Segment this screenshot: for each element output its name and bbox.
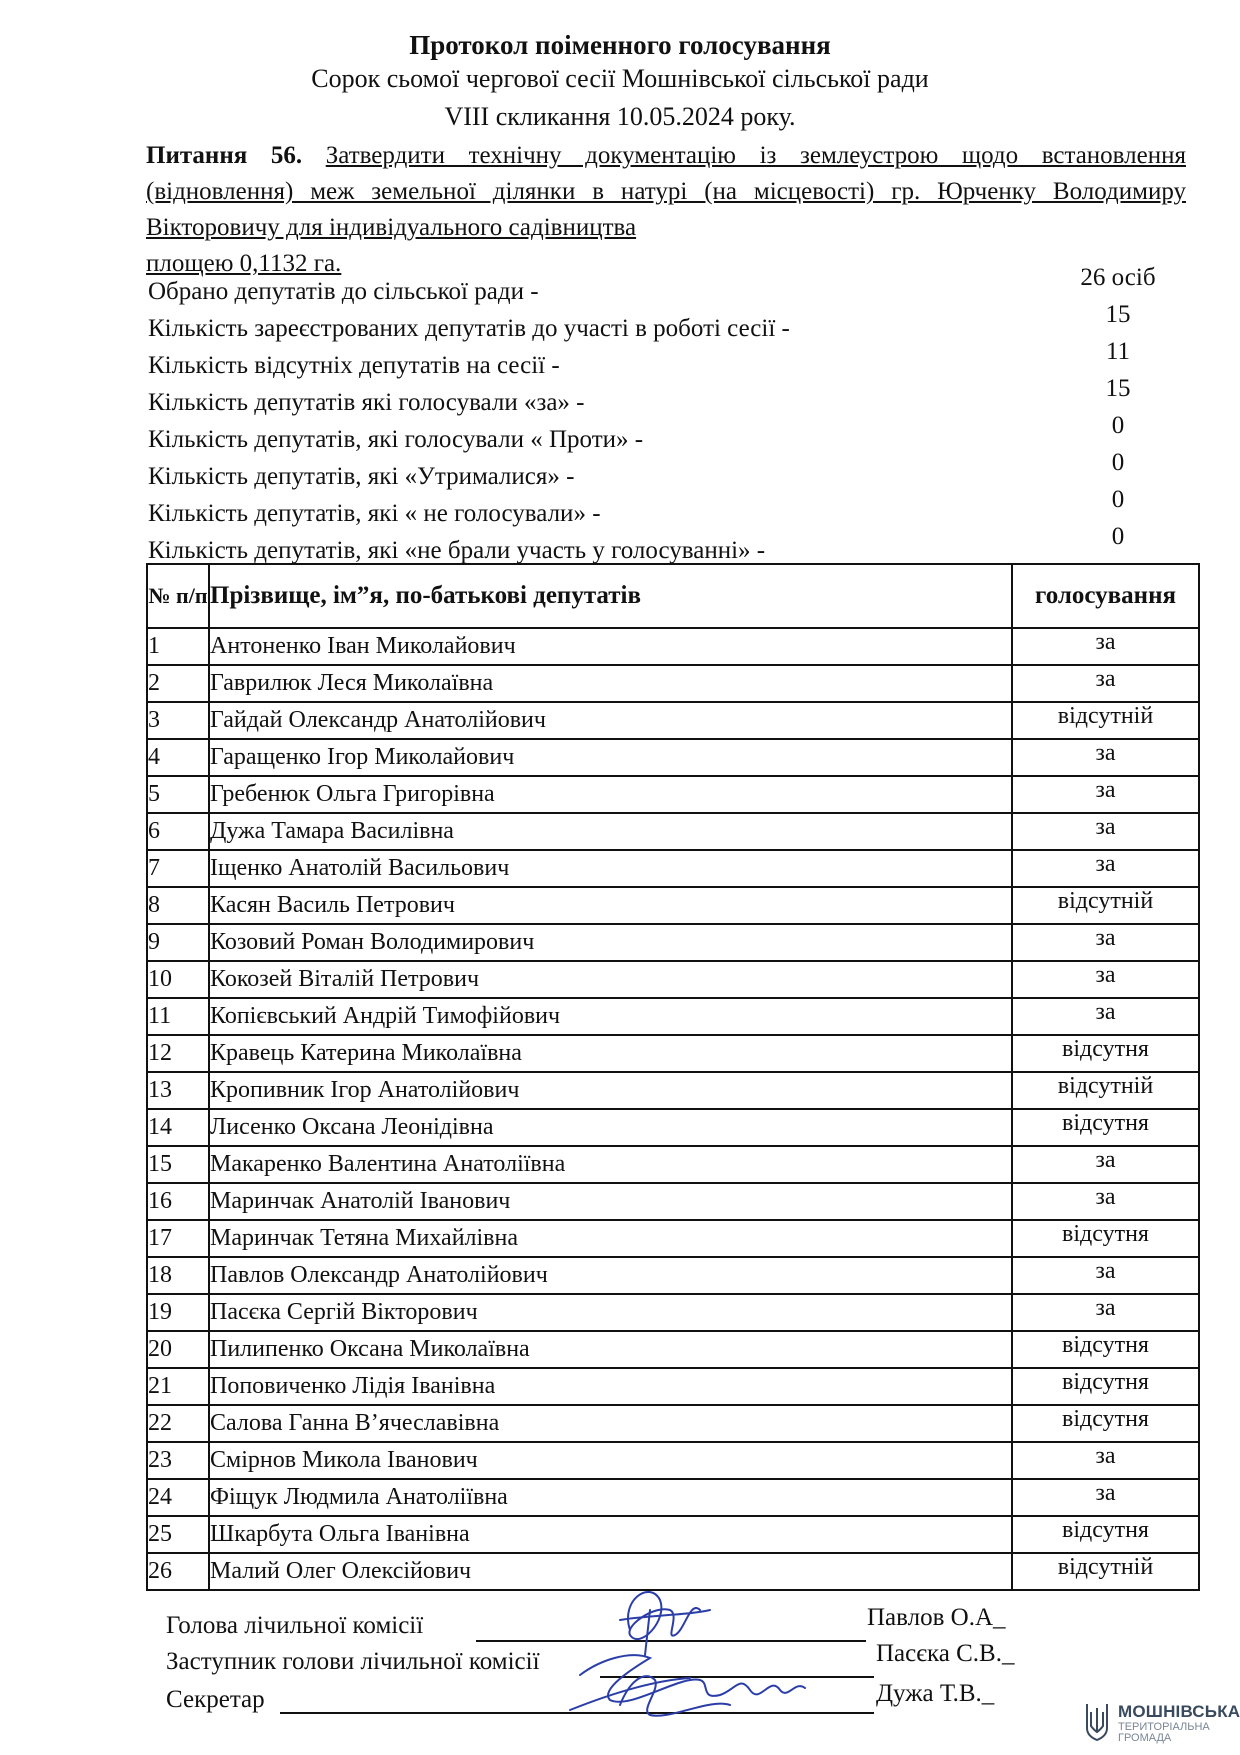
table-row <box>147 961 1199 998</box>
vote-value: за <box>1012 1294 1199 1331</box>
vote-value: відсутній <box>1012 1553 1199 1590</box>
summary-row: Кількість депутатів, які голосували « Проти» - 0 <box>148 412 1125 453</box>
vote-value: відсутня <box>1012 1368 1199 1405</box>
deputy-name: Копієвський Андрій Тимофійович <box>209 998 1012 1035</box>
row-number: 20 <box>147 1331 209 1368</box>
row-number: 7 <box>147 850 209 887</box>
summary-row: Кількість зареєстрованих депутатів до участі в роботі сесії - 15 <box>148 301 1131 342</box>
deputy-name: Маринчак Анатолій Іванович <box>209 1183 1012 1220</box>
table-row <box>147 776 1199 813</box>
vote-value: відсутня <box>1012 1220 1199 1257</box>
deputy-name: Макаренко Валентина Анатоліївна <box>209 1146 1012 1183</box>
table-row <box>147 1035 1199 1072</box>
deputy-name: Кропивник Ігор Анатолійович <box>209 1072 1012 1109</box>
deputy-name: Антоненко Іван Миколайович <box>209 628 1012 665</box>
vote-value: за <box>1012 1442 1199 1479</box>
summary-row: Кількість депутатів які голосували «за» - 15 <box>148 375 1131 416</box>
deputy-name: Фіщук Людмила Анатоліївна <box>209 1479 1012 1516</box>
deputy-name: Поповиченко Лідія Іванівна <box>209 1368 1012 1405</box>
table-row <box>147 1257 1199 1294</box>
row-number: 19 <box>147 1294 209 1331</box>
row-number: 9 <box>147 924 209 961</box>
question-block: Питання 56. Затвердити технічну документацію із землеустрою щодо встановлення (відновлення) меж земельної ділянки в натурі (на місцевості) гр. Юрченку Володимиру Вікторовичу для індивідуального садівництва площею 0,1132 га. <box>146 142 1186 277</box>
row-number: 14 <box>147 1109 209 1146</box>
row-number: 2 <box>147 665 209 702</box>
signature-line-deputy <box>166 1648 540 1676</box>
column-header-number: № п/п <box>147 564 209 628</box>
table-row <box>147 1183 1199 1220</box>
deputy-name: Смірнов Микола Іванович <box>209 1442 1012 1479</box>
row-number: 15 <box>147 1146 209 1183</box>
row-number: 13 <box>147 1072 209 1109</box>
deputy-name: Гайдай Олександр Анатолійович <box>209 702 1012 739</box>
deputy-name: Шкарбута Ольга Іванівна <box>209 1516 1012 1553</box>
vote-value: відсутній <box>1012 887 1199 924</box>
row-number: 11 <box>147 998 209 1035</box>
row-number: 5 <box>147 776 209 813</box>
row-number: 6 <box>147 813 209 850</box>
logo-subtitle: ТЕРИТОРІАЛЬНА ГРОМАДА <box>1118 1721 1210 1744</box>
question-text: Затвердити технічну документацію із землеустрою щодо встановлення (відновлення) меж земельної ділянки в натурі (на місцевості) гр. Юрченку Володимиру Вікторовичу для індивідуального садівництва <box>146 142 1186 241</box>
vote-value: за <box>1012 1183 1199 1220</box>
vote-value: відсутня <box>1012 1331 1199 1368</box>
signature-role: Секретар <box>166 1686 265 1713</box>
deputy-name: Гребенюк Ольга Григорівна <box>209 776 1012 813</box>
community-logo <box>1084 1700 1240 1748</box>
vote-value: відсутня <box>1012 1516 1199 1553</box>
row-number: 25 <box>147 1516 209 1553</box>
table-row <box>147 998 1199 1035</box>
signature-role: Голова лічильної комісії <box>166 1612 424 1639</box>
deputy-name: Козовий Роман Володимирович <box>209 924 1012 961</box>
table-row <box>147 1368 1199 1405</box>
deputy-name: Іщенко Анатолій Васильович <box>209 850 1012 887</box>
question-area: площею 0,1132 га. <box>146 250 342 277</box>
table-row <box>147 702 1199 739</box>
column-header-name: Прізвище, ім”я, по-батькові депутатів <box>209 564 1012 628</box>
row-number: 3 <box>147 702 209 739</box>
vote-value: відсутня <box>1012 1035 1199 1072</box>
row-number: 26 <box>147 1553 209 1590</box>
table-row <box>147 924 1199 961</box>
vote-value: за <box>1012 665 1199 702</box>
signature-role: Заступник голови лічильної комісії <box>166 1648 540 1675</box>
table-row <box>147 628 1199 665</box>
deputy-name: Кравець Катерина Миколаївна <box>209 1035 1012 1072</box>
deputy-name: Гаврилюк Леся Миколаївна <box>209 665 1012 702</box>
table-row <box>147 1442 1199 1479</box>
table-row <box>147 1220 1199 1257</box>
signature-name: Павлов О.А_ <box>867 1604 1006 1631</box>
vote-value: за <box>1012 739 1199 776</box>
row-number: 23 <box>147 1442 209 1479</box>
question-label: Питання 56 <box>146 142 296 169</box>
deputy-name: Дужа Тамара Василівна <box>209 813 1012 850</box>
logo-title: МОШНІВСЬКА <box>1118 1702 1240 1721</box>
table-row <box>147 1072 1199 1109</box>
table-row <box>147 850 1199 887</box>
table-row <box>147 1516 1199 1553</box>
vote-value: за <box>1012 961 1199 998</box>
document-title: Протокол поіменного голосування <box>409 30 831 60</box>
table-row <box>147 1294 1199 1331</box>
vote-value: за <box>1012 813 1199 850</box>
row-number: 22 <box>147 1405 209 1442</box>
deputy-name: Павлов Олександр Анатолійович <box>209 1257 1012 1294</box>
row-number: 17 <box>147 1220 209 1257</box>
row-number: 4 <box>147 739 209 776</box>
vote-value: за <box>1012 850 1199 887</box>
vote-value: за <box>1012 1146 1199 1183</box>
table-header-row <box>147 564 1199 628</box>
table-row <box>147 665 1199 702</box>
row-number: 21 <box>147 1368 209 1405</box>
signature-line-secretary <box>166 1686 265 1714</box>
summary-row: Кількість депутатів, які «Утрималися» - 0 <box>148 449 1125 490</box>
vote-value: за <box>1012 998 1199 1035</box>
table-row <box>147 813 1199 850</box>
signature-line-chair <box>166 1612 423 1640</box>
convocation-date: VIII скликання 10.05.2024 року. <box>444 102 796 131</box>
vote-value: за <box>1012 1257 1199 1294</box>
handwritten-signatures <box>560 1580 860 1730</box>
deputy-name: Пасєка Сергій Вікторович <box>209 1294 1012 1331</box>
deputy-name: Кокозей Віталій Петрович <box>209 961 1012 998</box>
table-row <box>147 739 1199 776</box>
vote-value: за <box>1012 628 1199 665</box>
summary-row: Кількість депутатів, які « не голосували» - 0 <box>148 486 1125 527</box>
row-number: 8 <box>147 887 209 924</box>
deputy-name: Малий Олег Олексійович <box>209 1553 1012 1590</box>
deputy-name: Маринчак Тетяна Михайлівна <box>209 1220 1012 1257</box>
vote-value: відсутня <box>1012 1109 1199 1146</box>
table-row <box>147 1109 1199 1146</box>
deputy-name: Лисенко Оксана Леонідівна <box>209 1109 1012 1146</box>
deputy-name: Касян Василь Петрович <box>209 887 1012 924</box>
vote-value: відсутній <box>1012 1072 1199 1109</box>
table-row <box>147 1146 1199 1183</box>
vote-value: за <box>1012 924 1199 961</box>
vote-value: відсутня <box>1012 1405 1199 1442</box>
summary-row: Кількість відсутніх депутатів на сесії - 11 <box>148 338 1131 379</box>
row-number: 16 <box>147 1183 209 1220</box>
row-number: 10 <box>147 961 209 998</box>
vote-summary <box>148 264 1156 568</box>
column-header-vote: голосування <box>1012 564 1199 628</box>
row-number: 12 <box>147 1035 209 1072</box>
roll-call-table <box>146 563 1200 1591</box>
table-row <box>147 1479 1199 1516</box>
deputy-name: Пилипенко Оксана Миколаївна <box>209 1331 1012 1368</box>
row-number: 18 <box>147 1257 209 1294</box>
summary-row: Кількість депутатів, які «не брали участь у голосуванні» - 0 <box>148 523 1125 564</box>
trident-emblem-icon <box>1084 1702 1110 1742</box>
deputy-name: Салова Ганна В’ячеславівна <box>209 1405 1012 1442</box>
row-number: 1 <box>147 628 209 665</box>
table-row <box>147 1405 1199 1442</box>
table-row <box>147 887 1199 924</box>
table-row <box>147 1331 1199 1368</box>
vote-value: за <box>1012 776 1199 813</box>
signature-name: Пасєка С.В._ <box>876 1640 1015 1667</box>
deputy-name: Гаращенко Ігор Миколайович <box>209 739 1012 776</box>
signature-name: Дужа Т.В._ <box>876 1680 995 1707</box>
vote-value: відсутній <box>1012 702 1199 739</box>
row-number: 24 <box>147 1479 209 1516</box>
session-subtitle: Сорок сьомої чергової сесії Мошнівської сільської ради <box>311 64 929 93</box>
vote-value: за <box>1012 1479 1199 1516</box>
summary-row: Обрано депутатів до сільської ради - 26 осіб <box>148 264 1156 305</box>
